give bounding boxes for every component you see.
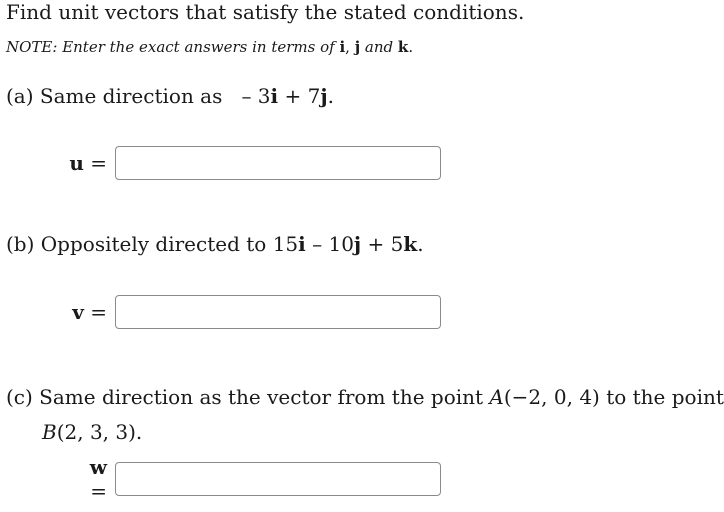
answer-row-u [69,146,441,180]
part-a-expr-i: i [270,84,279,108]
part-a-expr-j: j [320,84,328,108]
note-comma: , [345,38,355,56]
answer-input-v[interactable] [115,295,441,329]
part-a-expr-coef1: – 3 [241,84,271,108]
problem-intro: Find unit vectors that satisfy the stated conditions. [6,0,525,24]
answer-row-v [69,295,441,329]
part-b-expr-coef3: + 5 [361,232,404,256]
part-c-question-cont [42,420,142,444]
part-c-question [6,385,724,409]
answer-label-w [69,455,115,503]
answer-input-w[interactable] [115,462,441,496]
point-a-name: A [489,385,504,409]
point-b-coords: (2, 3, 3). [56,420,143,444]
part-b-expr-period: . [417,232,424,256]
answer-input-u[interactable] [115,146,441,180]
part-b-expr-i: i [298,232,306,256]
vector-w-symbol: w [89,455,107,479]
part-a-text: Same direction as [39,84,223,108]
part-a-question [6,84,334,108]
equals-sign: = [90,300,107,324]
part-b-expr-j: j [353,232,362,256]
part-b-text: Oppositely directed to [40,232,267,256]
note-suffix: . [408,38,414,56]
part-c-text: Same direction as the vector from the point [39,385,484,409]
part-b-expr-coef2: – 10 [305,232,354,256]
part-b-question [6,232,424,256]
note-and: and [360,38,398,56]
vector-v-symbol: v [72,300,84,324]
equals-sign: = [90,151,107,175]
vector-u-symbol: u [69,151,84,175]
part-b-label: (b) [6,232,35,256]
equals-sign: = [90,479,107,503]
part-a-label: (a) [6,84,34,108]
note-vector-i: i [339,38,346,56]
part-a-expr-coef2: + 7 [278,84,321,108]
part-a-expr-period: . [327,84,334,108]
point-a-coords: (−2, 0, 4) [503,385,600,409]
part-c-label: (c) [6,385,33,409]
answer-label-u [69,151,115,175]
part-b-expr-coef1: 15 [272,232,299,256]
answer-row-w [69,455,441,503]
part-c-middle: to the point [606,385,724,409]
note-vector-j: j [354,38,361,56]
answer-label-v [69,300,115,324]
note-prefix: NOTE: Enter the exact answers in terms of [6,38,340,56]
point-b-name: B [42,420,57,444]
note-text [6,38,413,56]
part-b-expr-k: k [403,232,418,256]
note-vector-k: k [397,38,409,56]
